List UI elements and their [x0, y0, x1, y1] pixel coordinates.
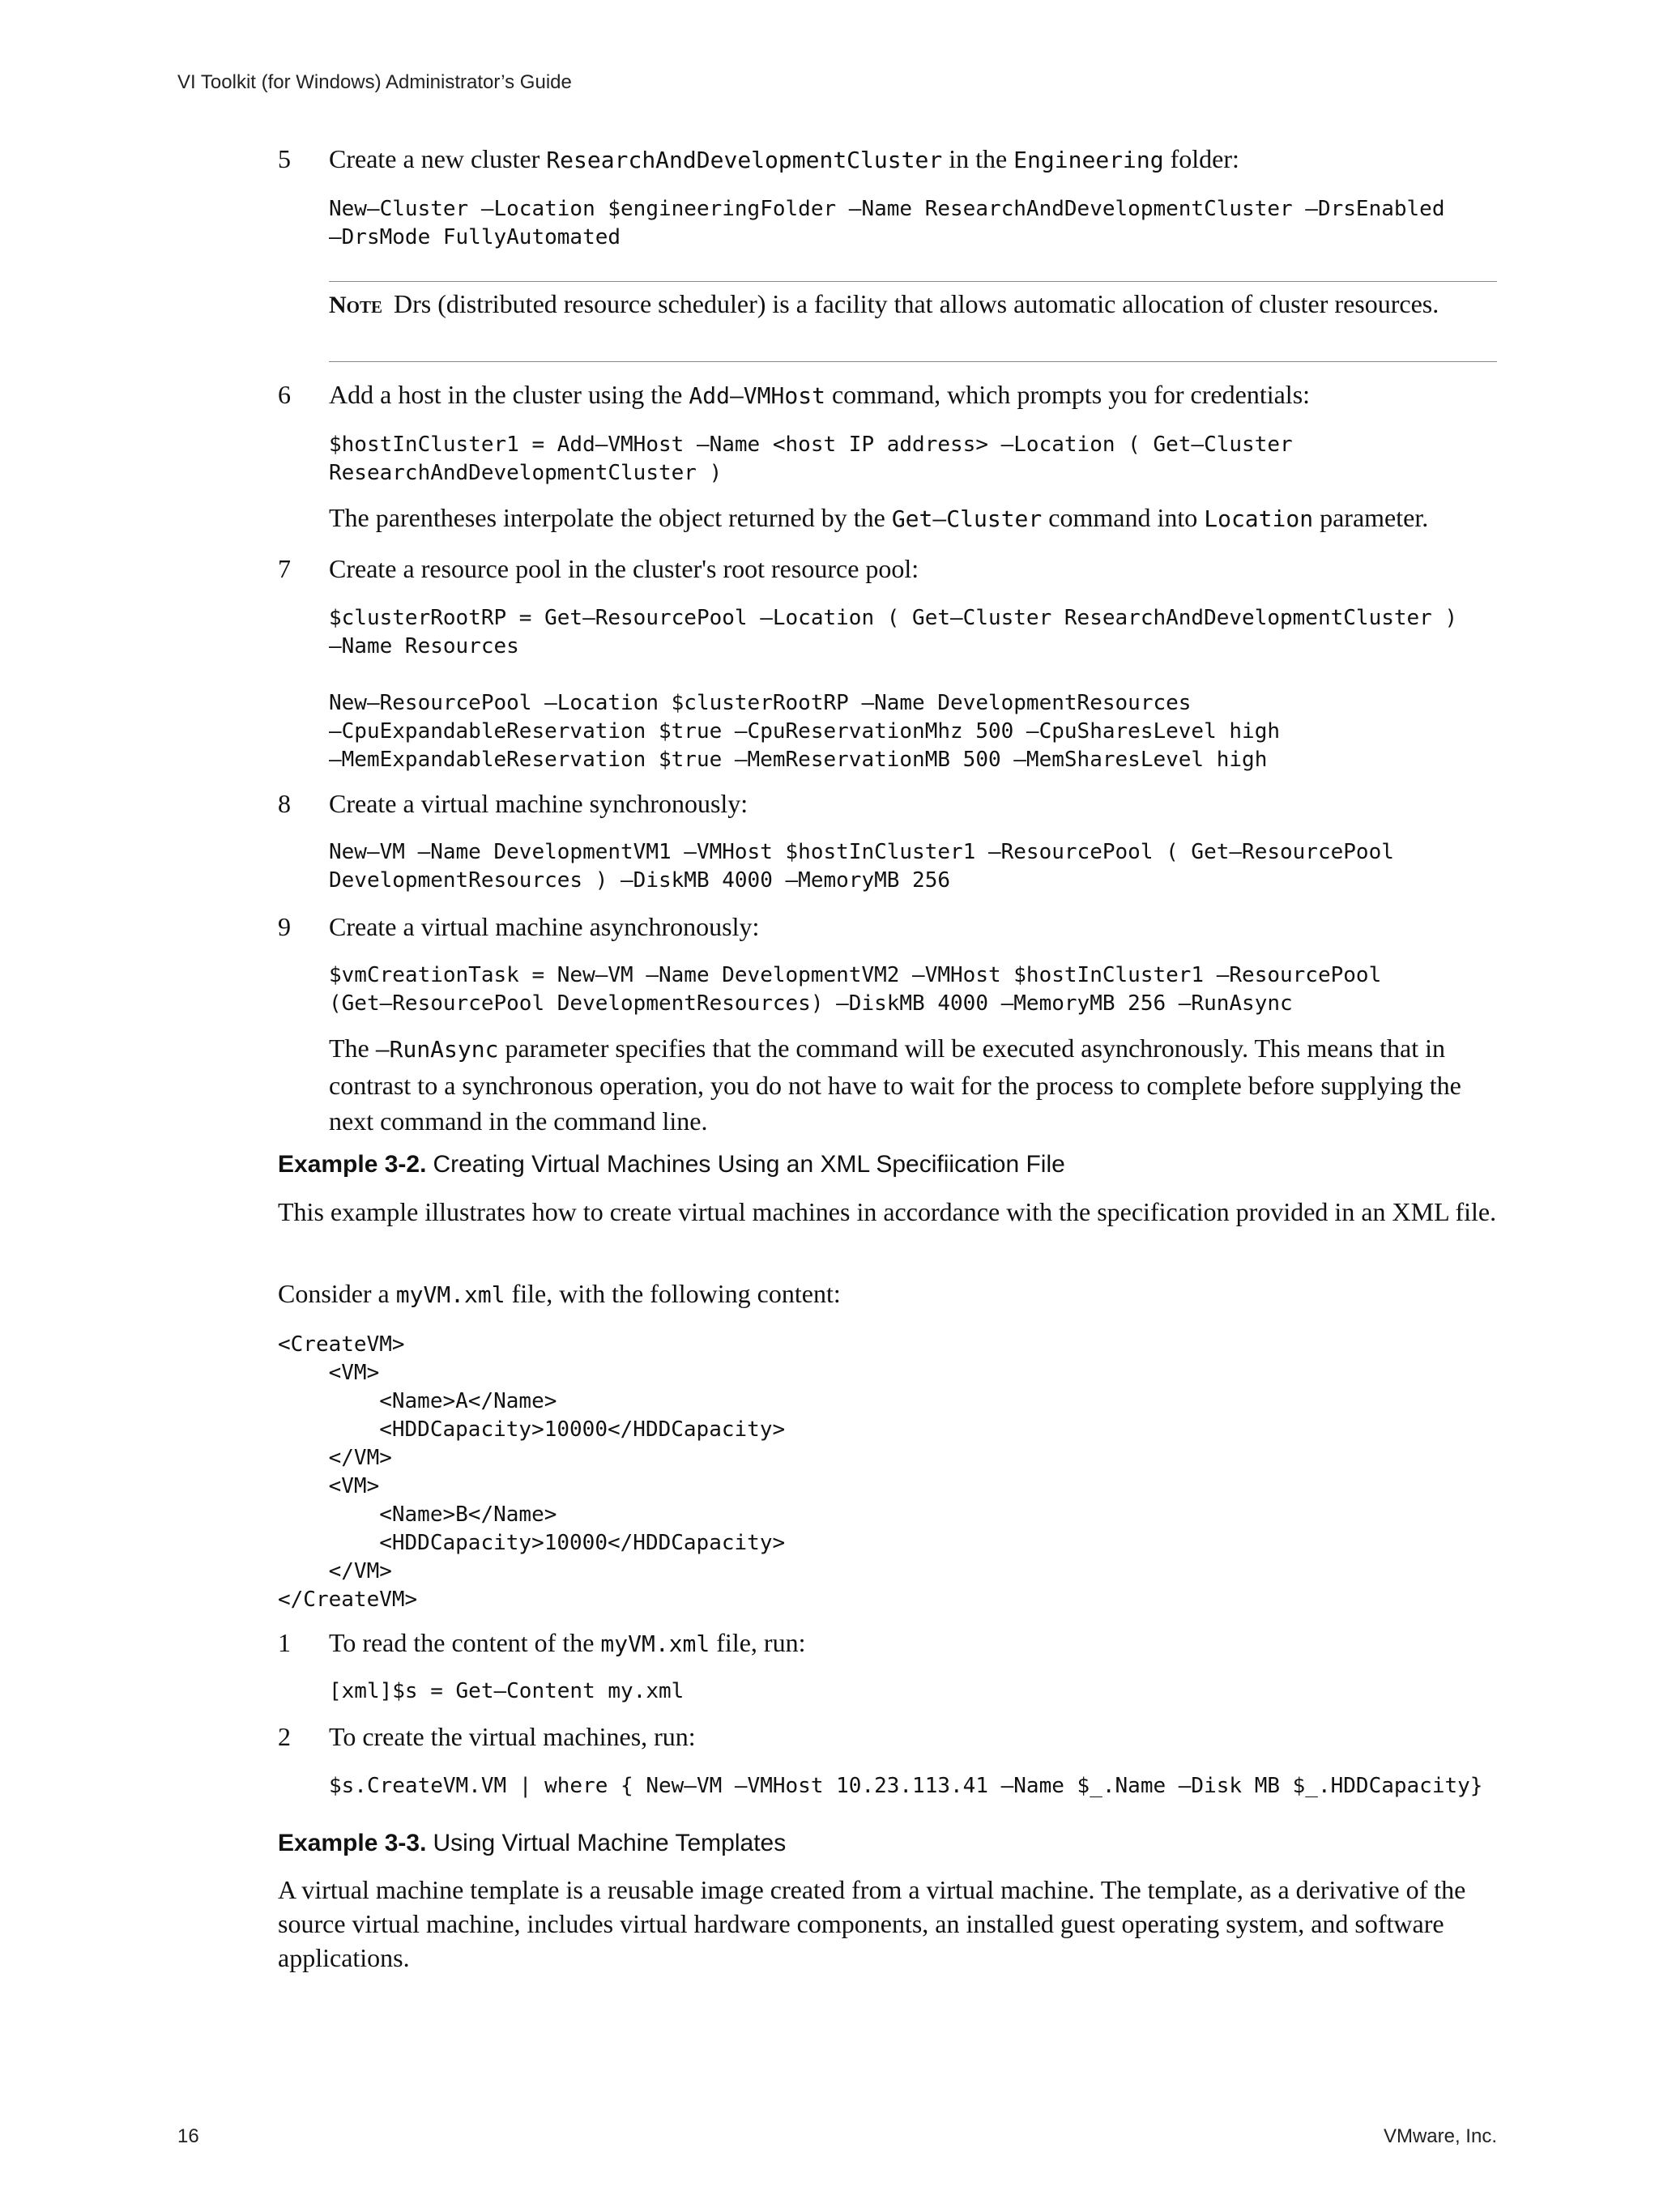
step-9-text: Create a virtual machine asynchronously:	[329, 912, 760, 941]
step-9-after-b: parameter specifies that the command will be executed asynchronously. This means that in contrast to a synchronous operation, you do not have to wait for the process to complete before supplying the next command in the command line.	[329, 1034, 1461, 1136]
note-text	[329, 287, 1497, 322]
step-5-code: New–Cluster –Location $engineeringFolder –Name ResearchAndDevelopmentCluster –DrsEnabled –DrsMode FullyAutomated	[329, 197, 1445, 249]
example-3-3-heading	[278, 1827, 786, 1860]
substep-2-code: $s.CreateVM.VM | where { New–VM –VMHost 10.23.113.41 –Name $_.Name –Disk MB $_.HDDCapacity}	[329, 1774, 1483, 1798]
step-5-text-b: in the	[942, 144, 1014, 173]
step-6-code: $hostInCluster1 = Add–VMHost –Name <host IP address> –Location ( Get–Cluster ResearchAndDevelopmentCluster )	[329, 433, 1293, 485]
substep-1-text-a: To read the content of the	[329, 1628, 601, 1657]
step-5-number: 5	[278, 144, 291, 173]
consider-text-a: Consider a	[278, 1279, 396, 1308]
step-6-number: 6	[278, 380, 291, 409]
substep-1-code: [xml]$s = Get–Content my.xml	[329, 1679, 684, 1703]
step-9-after-a: The	[329, 1034, 376, 1063]
step-5-inline-code-folder: Engineering	[1013, 147, 1164, 173]
step-7-text: Create a resource pool in the cluster's root resource pool:	[329, 554, 919, 583]
consider-inline-code: myVM.xml	[395, 1281, 505, 1308]
substep-2-number: 2	[278, 1722, 291, 1751]
step-5-text-a: Create a new cluster	[329, 144, 547, 173]
example-3-2-heading	[278, 1149, 1065, 1181]
step-6-explanation	[329, 500, 1537, 537]
step-7-code: $clusterRootRP = Get–ResourcePool –Location ( Get–Cluster ResearchAndDevelopmentCluster ) –Name Resources New–ResourcePool –Location $clusterRootRP –Name DevelopmentResources –CpuExpandableReservation $true –CpuReservationMhz 500 –CpuSharesLevel high –MemExpandableReservation $true –MemReservationMB 500 –MemSharesLevel high	[329, 606, 1458, 772]
step-8-text: Create a virtual machine synchronously:	[329, 789, 748, 818]
step-6-text-a: Add a host in the cluster using the	[329, 380, 689, 409]
step-6-text	[329, 377, 1497, 414]
example-3-3-label: Example 3-3.	[278, 1830, 427, 1856]
step-5-text-c: folder:	[1163, 144, 1239, 173]
note-body: Drs (distributed resource scheduler) is a facility that allows automatic allocation of cluster resources.	[394, 289, 1439, 318]
example-3-2-consider	[278, 1276, 1497, 1312]
step-8-number: 8	[278, 789, 291, 818]
step-9-number: 9	[278, 912, 291, 941]
example-3-3-title: Using Virtual Machine Templates	[433, 1830, 787, 1856]
footer-company: VMware, Inc.	[1383, 2125, 1497, 2147]
substep-1-text	[329, 1625, 1497, 1662]
substep-1-inline-code: myVM.xml	[600, 1630, 710, 1657]
step-6-text-b: command, which prompts you for credentials:	[825, 380, 1311, 409]
example-3-3-text: A virtual machine template is a reusable image created from a virtual machine. The template, as a derivative of the source virtual machine, includes virtual hardware components, an installed guest operating system, and software applications.	[278, 1875, 1466, 1972]
example-3-2-title: Creating Virtual Machines Using an XML Specifiication File	[433, 1151, 1065, 1178]
step-9-code: $vmCreationTask = New–VM –Name DevelopmentVM2 –VMHost $hostInCluster1 –ResourcePool (Get–ResourcePool DevelopmentResources) –DiskMB 4000 –MemoryMB 256 –RunAsync	[329, 963, 1382, 1016]
substep-1-text-b: file, run:	[710, 1628, 806, 1657]
step-9-after-code: –RunAsync	[375, 1036, 499, 1063]
step-5-inline-code-cluster: ResearchAndDevelopmentCluster	[546, 147, 943, 173]
note-label: Note	[329, 292, 383, 318]
step-6-after-a: The parentheses interpolate the object returned by the	[329, 503, 892, 532]
step-6-after-code-a: Get–Cluster	[891, 505, 1043, 532]
substep-1-number: 1	[278, 1628, 291, 1657]
step-6-after-c: parameter.	[1313, 503, 1429, 532]
xml-listing: <CreateVM> <VM> <Name>A</Name> <HDDCapacity>10000</HDDCapacity> </VM> <VM> <Name>B</Name> <HDDCapacity>10000</HDDCapacity> </VM> </CreateVM>	[278, 1332, 786, 1612]
page-number: 16	[177, 2125, 199, 2147]
step-8-code: New–VM –Name DevelopmentVM1 –VMHost $hostInCluster1 –ResourcePool ( Get–ResourcePool DevelopmentResources ) –DiskMB 4000 –MemoryMB 256	[329, 840, 1394, 893]
step-6-after-b: command into	[1042, 503, 1205, 532]
example-3-2-label: Example 3-2.	[278, 1151, 427, 1178]
substep-2-text: To create the virtual machines, run:	[329, 1722, 696, 1751]
example-3-2-intro: This example illustrates how to create virtual machines in accordance with the specification provided in an XML file.	[278, 1197, 1497, 1226]
note-box	[329, 281, 1497, 362]
step-6-inline-code: Add–VMHost	[689, 382, 825, 409]
step-5-text	[329, 141, 1497, 178]
consider-text-b: file, with the following content:	[505, 1279, 841, 1308]
running-header: VI Toolkit (for Windows) Administrator’s Guide	[177, 71, 572, 93]
step-9-explanation	[329, 1030, 1497, 1139]
step-7-number: 7	[278, 554, 291, 583]
step-6-after-code-b: Location	[1204, 505, 1314, 532]
